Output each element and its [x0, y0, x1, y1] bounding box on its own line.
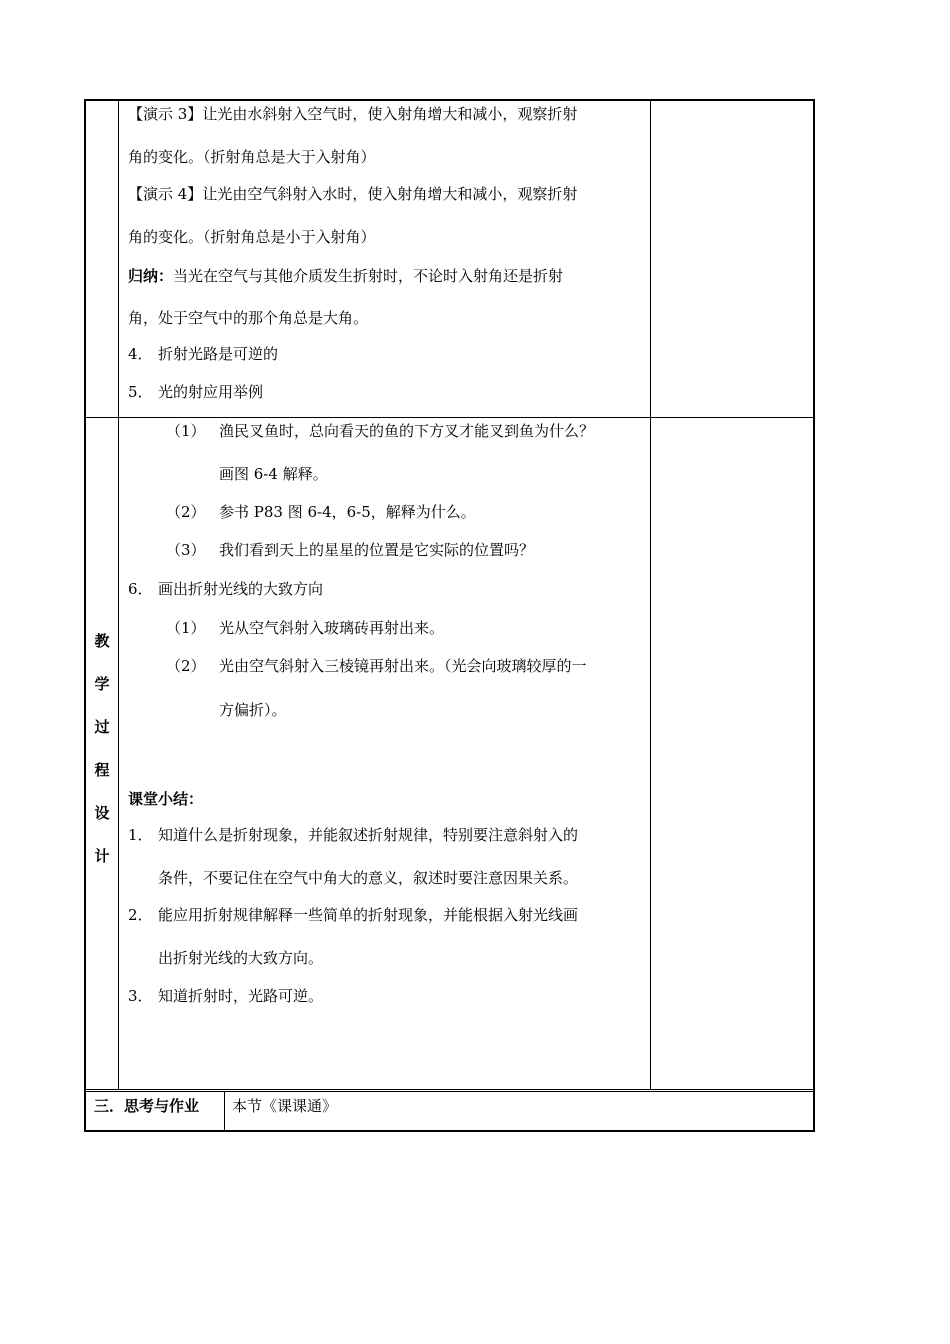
- sub1-line1: 渔民叉鱼时，总向看天的鱼的下方叉才能叉到鱼为什么？: [219, 422, 595, 440]
- summary-line1: [128, 266, 563, 286]
- item-6-text: 画出折射光线的大致方向: [158, 580, 324, 598]
- homework-content: 本节《课课通》: [232, 1097, 338, 1115]
- side-label-char: 程: [94, 761, 110, 779]
- item-5: [128, 382, 263, 402]
- sub2-num: （2）: [166, 503, 206, 521]
- demo4-line2: 角的变化。（折射角总是小于入射角）: [128, 228, 376, 246]
- side-label-char: 设: [94, 804, 110, 822]
- item-4: [128, 344, 278, 364]
- item-4-text: 折射光路是可逆的: [158, 345, 279, 363]
- row-divider-2: [86, 1089, 813, 1092]
- demo3-text: 让光由水斜射入空气时，使入射角增大和减小，观察折射: [202, 105, 578, 123]
- column-divider-left: [118, 101, 119, 1090]
- summary-text: 当光在空气与其他介质发生折射时，不论时入射角还是折射: [173, 267, 564, 285]
- cs2-line2: 出折射光线的大致方向。: [158, 949, 324, 967]
- demo3-line2: 角的变化。（折射角总是大于入射角）: [128, 148, 376, 166]
- side-label-char: 学: [94, 675, 110, 693]
- sub6-1-num: （1）: [166, 619, 206, 637]
- item-4-num: 4．: [128, 345, 153, 363]
- column-divider-right: [650, 101, 651, 1090]
- cs2-line1: 能应用折射规律解释一些简单的折射现象，并能根据入射光线画: [158, 906, 579, 924]
- cs1-line1: 知道什么是折射现象，并能叙述折射规律，特别要注意斜射入的: [158, 826, 579, 844]
- demo4-prefix: 【演示 4】: [128, 185, 203, 203]
- class-summary-label: 课堂小结：: [128, 790, 204, 808]
- row-divider-1: [86, 417, 813, 418]
- side-label-char: 计: [94, 847, 110, 865]
- demo3-prefix: 【演示 3】: [128, 105, 203, 123]
- summary-line2: 角，处于空气中的那个角总是大角。: [128, 309, 369, 327]
- sub1-num: （1）: [166, 422, 206, 440]
- homework-label: 三．思考与作业: [94, 1097, 200, 1115]
- item-6-num: 6．: [128, 580, 153, 598]
- cs3-num: 3．: [128, 987, 153, 1005]
- item-6: [128, 579, 323, 599]
- item-5-num: 5．: [128, 383, 153, 401]
- sub3-num: （3）: [166, 541, 206, 559]
- sub2-text: 参书 P83 图 6-4，6-5，解释为什么。: [219, 503, 476, 521]
- sub6-2-num: （2）: [166, 657, 206, 675]
- demo4-text: 让光由空气斜射入水时，使入射角增大和减小，观察折射: [202, 185, 578, 203]
- cs2-num: 2．: [128, 906, 153, 924]
- side-label-char: 教: [94, 632, 110, 650]
- demo3-line1: [128, 104, 577, 124]
- item-5-text: 光的射应用举例: [158, 383, 264, 401]
- cs1-num: 1．: [128, 826, 153, 844]
- cs3-text: 知道折射时，光路可逆。: [158, 987, 324, 1005]
- demo4-line1: [128, 184, 577, 204]
- sub3-text: 我们看到天上的星星的位置是它实际的位置吗？: [219, 541, 535, 559]
- column-divider-homework: [224, 1091, 225, 1130]
- sub6-1-text: 光从空气斜射入玻璃砖再射出来。: [219, 619, 445, 637]
- sub6-2-line1: 光由空气斜射入三棱镜再射出来。（光会向玻璃较厚的一: [219, 657, 587, 675]
- sub1-line2: 画图 6-4 解释。: [219, 465, 328, 483]
- side-label-char: 过: [94, 718, 110, 736]
- sub6-2-line2: 方偏折）。: [219, 701, 287, 719]
- lesson-table: [84, 99, 815, 1132]
- summary-label: 归纳：: [128, 267, 174, 285]
- cs1-line2: 条件，不要记住在空气中角大的意义，叙述时要注意因果关系。: [158, 869, 579, 887]
